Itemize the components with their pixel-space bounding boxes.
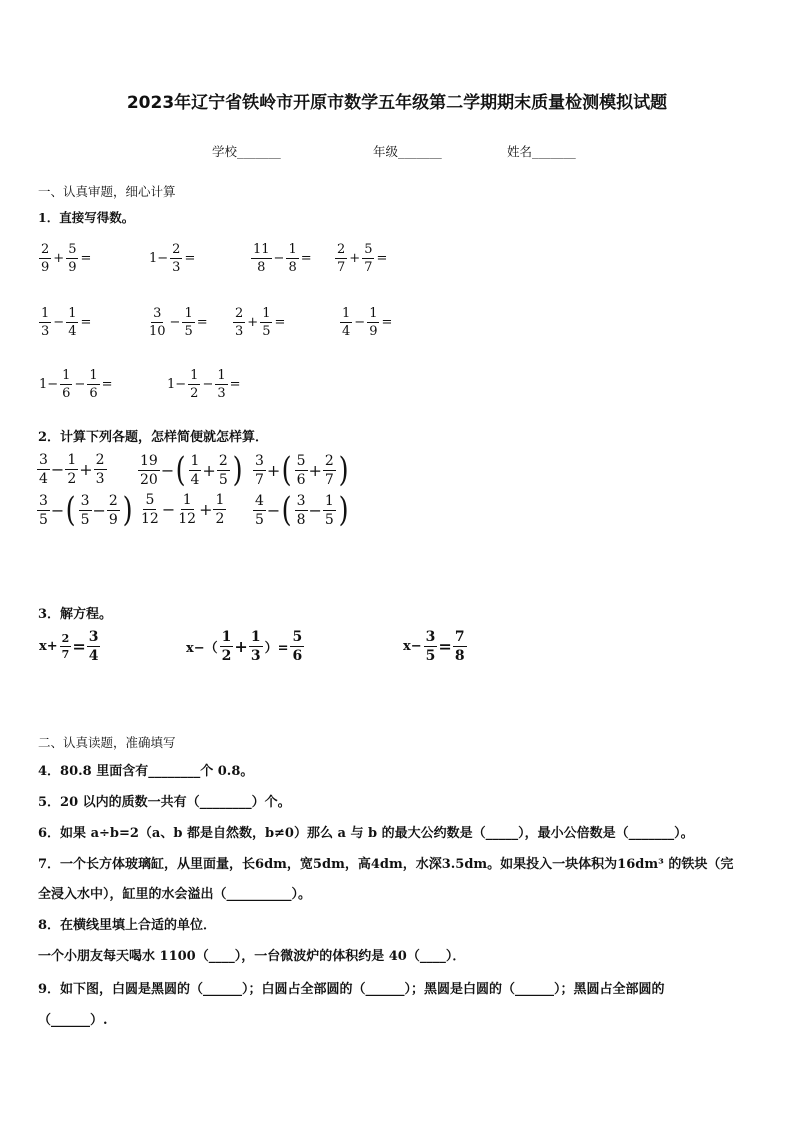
section1-heading: 一、认真审题，细心计算: [38, 184, 176, 199]
fraction: $\frac{1}{4}$: [68, 306, 77, 339]
q1-expr-10: 1− $\frac{1}{2}$ − $\frac{1}{3}$ =: [167, 368, 241, 401]
question-8-body: 一个小朋友每天喝水 1100（____），一台微波炉的体积约是 40（____）．: [38, 949, 466, 964]
q3-equation-3: x− $\frac{3}{5}$ = $\frac{7}{8}$: [403, 629, 465, 664]
fraction: $\frac{2}{9}$: [41, 242, 50, 275]
q1-expr-5: $\frac{1}{3}$ − $\frac{1}{4}$ =: [41, 306, 92, 339]
fraction: $\frac{1}{5}$: [262, 306, 271, 339]
grade-field[interactable]: 年级_______: [373, 144, 442, 159]
fraction: $\frac{1}{5}$: [184, 306, 193, 339]
fraction: $\frac{2}{3}$: [172, 242, 181, 275]
q2-expr-b: $\frac{19}{20}$ − ( $\frac{1}{4}$ + $\frac{2}{5}$ ): [140, 450, 243, 490]
fraction: $\frac{2}{3}$: [235, 306, 244, 339]
q2-expr-f: $\frac{4}{5}$ − ( $\frac{3}{8}$ − $\frac{1}{5}$ ): [255, 490, 349, 530]
name-field[interactable]: 姓名_______: [507, 144, 576, 159]
fraction: $\frac{1}{3}$: [217, 368, 226, 401]
fraction: $\frac{1}{9}$: [369, 306, 378, 339]
q1-expr-6: $\frac{3}{10}$ − $\frac{1}{5}$ =: [149, 306, 208, 339]
fraction: $\frac{2}{7}$: [337, 242, 346, 275]
q1-label: 1．直接写得数。: [38, 210, 135, 225]
q2-expr-a: $\frac{3}{4}$ − $\frac{1}{2}$ + $\frac{2}{3}$: [39, 452, 105, 487]
question-9-line-1: 9．如下图，白圆是黑圆的（______）；白圆占全部圆的（______）；黑圆是白圆的（______）；黑圆占全部圆的: [38, 982, 665, 997]
school-field[interactable]: 学校_______: [212, 144, 281, 159]
fraction: $\frac{1}{3}$: [41, 306, 50, 339]
q1-expr-4: $\frac{2}{7}$ + $\frac{5}{7}$ =: [337, 242, 388, 275]
fraction: $\frac{1}{8}$: [288, 242, 297, 275]
fraction: $\frac{1}{4}$: [342, 306, 351, 339]
fraction: $\frac{5}{9}$: [68, 242, 77, 275]
question-7-line-1: 7．一个长方体玻璃缸，从里面量，长6dm，宽5dm，高4dm，水深3.5dm。如果投入一块体积为16dm³ 的铁块（完: [38, 857, 734, 872]
q1-expr-1: $\frac{2}{9}$ + $\frac{5}{9}$ =: [41, 242, 92, 275]
question-5: 5．20 以内的质数一共有（________）个。: [38, 795, 291, 810]
fraction: $\frac{1}{6}$: [62, 368, 71, 401]
q2-expr-d: $\frac{3}{5}$ − ( $\frac{3}{5}$ − $\frac{2}{9}$ ): [39, 490, 133, 530]
q3-label: 3．解方程。: [38, 607, 113, 622]
question-9-line-2: （______）.: [38, 1013, 108, 1028]
page-title: 2023年辽宁省铁岭市开原市数学五年级第二学期期末质量检测模拟试题: [126, 93, 668, 113]
question-4: 4．80.8 里面含有________个 0.8。: [38, 764, 254, 779]
question-8: 8．在横线里填上合适的单位．: [38, 918, 217, 933]
fraction: $\frac{1}{2}$: [190, 368, 199, 401]
q3-equation-1: x+ $\frac{2}{7}$ = $\frac{3}{4}$: [39, 629, 99, 664]
question-7-line-2: 全浸入水中），缸里的水会溢出（__________）。: [38, 887, 312, 902]
fraction: $\frac{1}{6}$: [89, 368, 98, 401]
q3-equation-2: x−（ $\frac{1}{2}$ + $\frac{1}{3}$ ）= $\frac{5}{6}$: [186, 629, 303, 664]
fraction: $\frac{11}{8}$: [253, 242, 270, 275]
question-6: 6．如果 a÷b=2（a、b 都是自然数，b≠0）那么 a 与 b 的最大公约数是（_____），最小公倍数是（_______）。: [38, 826, 694, 841]
q1-expr-3: $\frac{11}{8}$ − $\frac{1}{8}$ =: [253, 242, 312, 275]
q2-label: 2．计算下列各题，怎样简便就怎样算．: [38, 430, 269, 445]
q1-expr-8: $\frac{1}{4}$ − $\frac{1}{9}$ =: [342, 306, 393, 339]
q2-expr-c: $\frac{3}{7}$ + ( $\frac{5}{6}$ + $\frac{2}{7}$ ): [255, 450, 349, 490]
fraction: $\frac{5}{7}$: [364, 242, 373, 275]
q1-expr-7: $\frac{2}{3}$ + $\frac{1}{5}$ =: [235, 306, 286, 339]
q1-expr-2: 1− $\frac{2}{3}$ =: [149, 242, 196, 275]
section2-heading: 二、认真读题，准确填写: [38, 735, 176, 750]
q2-expr-e: $\frac{5}{12}$ − $\frac{1}{12}$ + $\frac{1}{2}$: [141, 492, 225, 527]
fraction: $\frac{3}{10}$: [149, 306, 166, 339]
q1-expr-9: 1− $\frac{1}{6}$ − $\frac{1}{6}$ =: [39, 368, 113, 401]
